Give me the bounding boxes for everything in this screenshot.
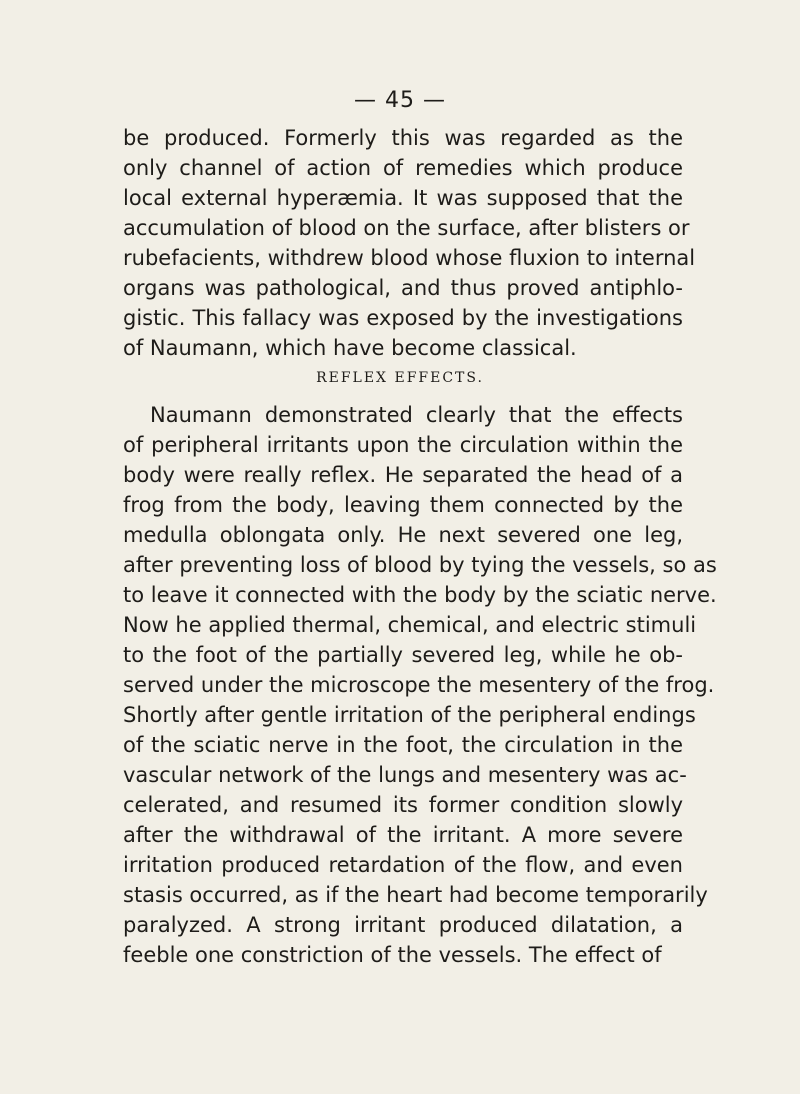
text-line: served under the microscope the mesentery of the frog. xyxy=(123,673,715,697)
text-line: of Naumann, which have become classical. xyxy=(123,336,577,360)
text-line: Now he applied thermal, chemical, and electric stimuli xyxy=(123,613,697,637)
text-line: to leave it connected with the body by the sciatic nerve. xyxy=(123,583,717,607)
text-line: organs was pathological, and thus proved antiphlo- xyxy=(123,276,683,300)
section-heading: REFLEX EFFECTS. xyxy=(316,370,484,386)
text-line: after preventing loss of blood by tying the vessels, so as xyxy=(123,553,717,577)
page-number: — 45 — xyxy=(354,88,446,113)
text-line: gistic. This fallacy was exposed by the investigations xyxy=(123,306,683,330)
text-line: feeble one constriction of the vessels. The effect of xyxy=(123,943,662,967)
text-line: vascular network of the lungs and mesentery was ac- xyxy=(123,763,687,787)
text-line: frog from the body, leaving them connected by the xyxy=(123,493,683,517)
text-line: of peripheral irritants upon the circulation within the xyxy=(123,433,683,457)
text-line: paralyzed. A strong irritant produced dilatation, a xyxy=(123,913,683,937)
text-line: local external hyperæmia. It was supposed that the xyxy=(123,186,683,210)
text-line: Shortly after gentle irritation of the peripheral endings xyxy=(123,703,696,727)
text-line: rubefacients, withdrew blood whose fluxion to internal xyxy=(123,246,696,270)
text-line: of the sciatic nerve in the foot, the circulation in the xyxy=(123,733,683,757)
text-line: after the withdrawal of the irritant. A more severe xyxy=(123,823,683,847)
text-line: celerated, and resumed its former condition slowly xyxy=(123,793,683,817)
text-line: to the foot of the partially severed leg, while he ob- xyxy=(123,643,683,667)
text-line: medulla oblongata only. He next severed one leg, xyxy=(123,523,683,547)
text-line: only channel of action of remedies which produce xyxy=(123,156,683,180)
text-line: be produced. Formerly this was regarded as the xyxy=(123,126,683,150)
text-line: body were really reflex. He separated the head of a xyxy=(123,463,683,487)
text-line: Naumann demonstrated clearly that the effects xyxy=(150,403,683,427)
text-line: stasis occurred, as if the heart had become temporarily xyxy=(123,883,708,907)
text-line: accumulation of blood on the surface, after blisters or xyxy=(123,216,690,240)
text-line: irritation produced retardation of the flow, and even xyxy=(123,853,683,877)
